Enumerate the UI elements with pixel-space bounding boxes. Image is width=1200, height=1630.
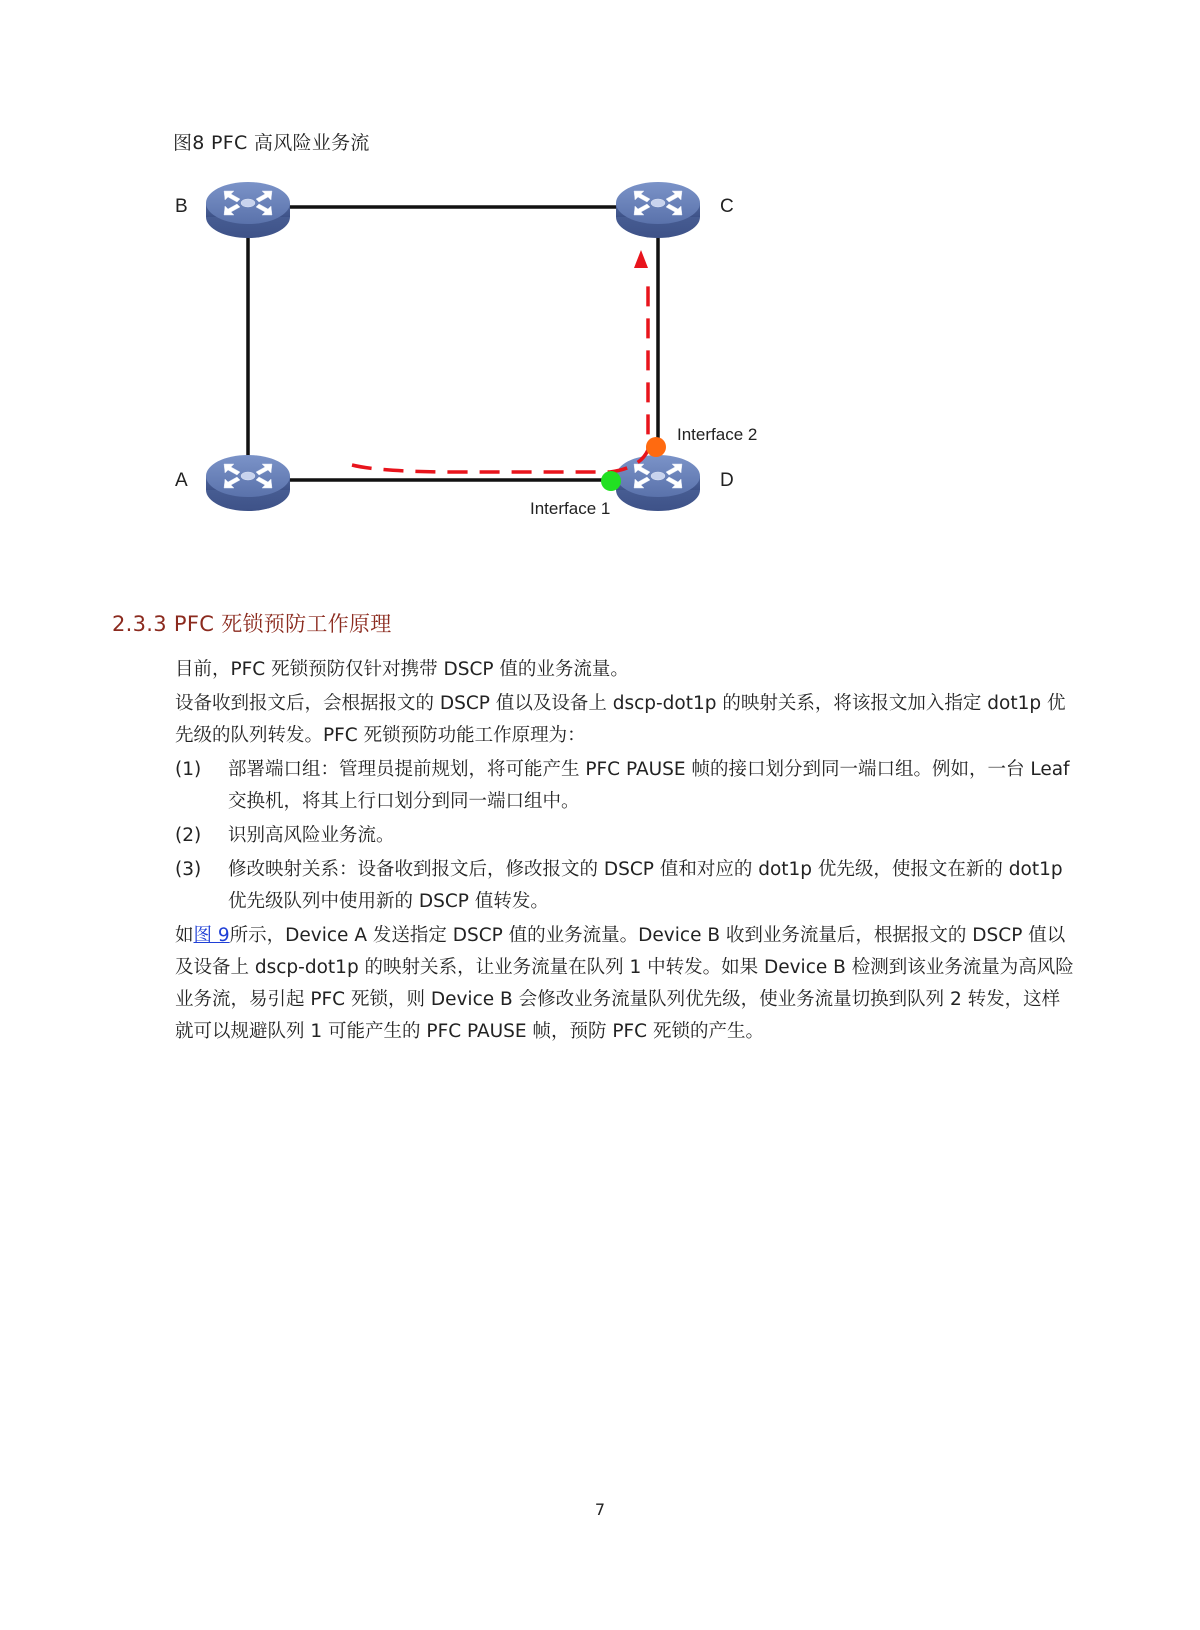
interface-1-label: Interface 1 (530, 499, 611, 518)
node-label-d: D (720, 470, 734, 491)
switch-d-icon (616, 455, 700, 511)
network-diagram (0, 0, 1200, 560)
list-number: (3) (175, 859, 202, 880)
list-item-3 (175, 854, 1075, 918)
list-item-2 (175, 820, 1075, 852)
node-label-c: C (720, 196, 734, 217)
interface-2-dot-icon (646, 437, 666, 457)
flow-path-icon (352, 275, 648, 472)
section-heading: 2.3.3 PFC 死锁预防工作原理 (112, 612, 392, 636)
link-lines (248, 207, 658, 480)
node-label-b: B (175, 196, 188, 217)
flow-arrow-icon (634, 250, 648, 268)
list-number: (2) (175, 825, 202, 846)
paragraph-mechanism: 设备收到报文后，会根据报文的 DSCP 值以及设备上 dscp-dot1p 的映射关系，将该报文加入指定 dot1p 优先级的队列转发。PFC 死锁预防功能工作原理为： (175, 693, 1066, 746)
switch-b-icon (206, 182, 290, 238)
interface-2-label: Interface 2 (677, 425, 758, 444)
list-number: (1) (175, 759, 202, 780)
switch-c-icon (616, 182, 700, 238)
body-content (175, 654, 1075, 1048)
list-item-1 (175, 754, 1075, 818)
page-number: 7 (594, 1500, 606, 1519)
figure-9-link[interactable]: 图 9 (193, 925, 230, 946)
paragraph-intro: 目前，PFC 死锁预防仅针对携带 DSCP 值的业务流量。 (175, 659, 629, 680)
figure-caption: 图8 PFC 高风险业务流 (173, 132, 370, 154)
list-text: 部署端口组：管理员提前规划，将可能产生 PFC PAUSE 帧的接口划分到同一端口组。例如，一台 Leaf 交换机，将其上行口划分到同一端口组中。 (228, 759, 1070, 812)
list-text: 修改映射关系：设备收到报文后，修改报文的 DSCP 值和对应的 dot1p 优先级，使报文在新的 dot1p 优先级队列中使用新的 DSCP 值转发。 (228, 859, 1063, 912)
switch-a-icon (206, 455, 290, 511)
example-prefix: 如 (175, 925, 194, 946)
example-text: 所示，Device A 发送指定 DSCP 值的业务流量。Device B 收到业务流量后，根据报文的 DSCP 值以及设备上 dscp-dot1p 的映射关系，让业务流量在队列 1 中转发。如果 Device B 检测到该业务流量为高风险业务流，易引起 PFC 死锁，则 Device B 会修改业务流量队列优先级，使业务流量切换到队列 2 转发，这样就可以规避队列 1 可能产生的 PFC PAUSE 帧，预防 PFC 死锁的产生。 (175, 925, 1074, 1042)
list-text: 识别高风险业务流。 (228, 825, 395, 846)
interface-1-dot-icon (601, 471, 621, 491)
node-label-a: A (175, 470, 188, 491)
paragraph-example (175, 920, 1075, 1048)
